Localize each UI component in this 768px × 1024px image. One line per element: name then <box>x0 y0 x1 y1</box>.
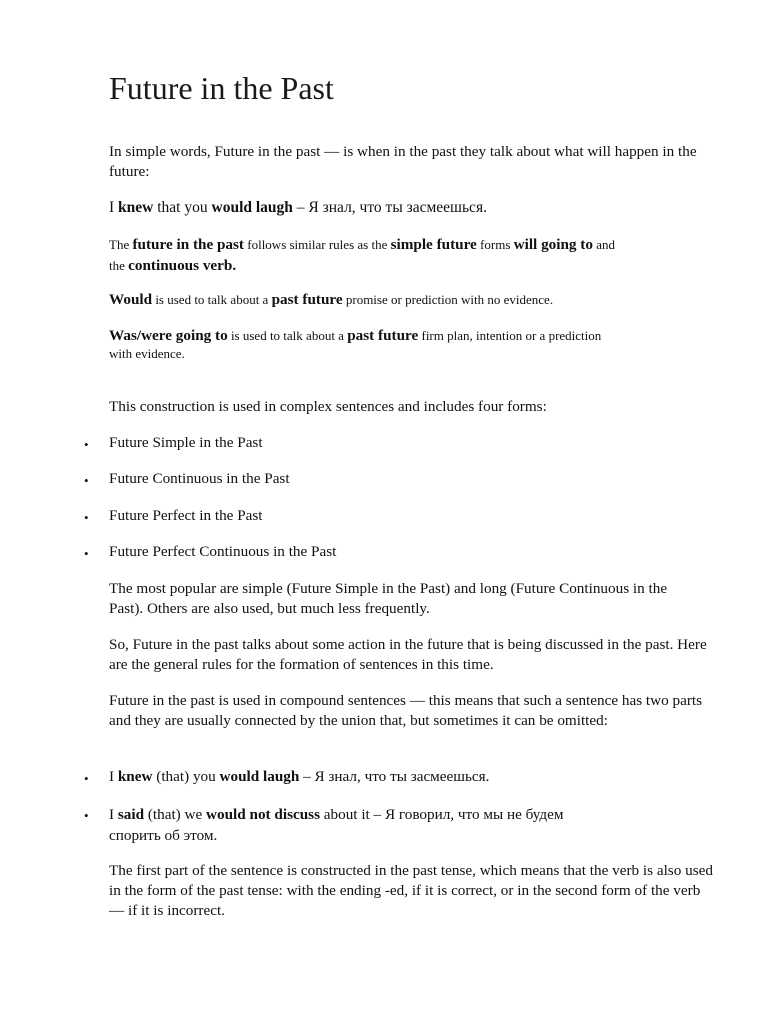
construction-paragraph: This construction is used in complex sentences and includes four forms: <box>109 398 547 415</box>
list-item-example: I knew (that) you would laugh – Я знал, что ты засмеешься. <box>109 768 490 785</box>
bullet-dot-icon: • <box>84 808 89 823</box>
would-paragraph: Would is used to talk about a past future promise or prediction with no evidence. <box>109 291 554 308</box>
first-part-paragraph: The first part of the sentence is constructed in the past tense, which means that the verb is also used in the form of the past tense: with the ending -ed, if it is correct, or in the second form of the verb — if it is incorrect. <box>109 862 713 919</box>
intro-paragraph: In simple words, Future in the past — is when in the past they talk about what will happen in the future: <box>109 143 697 180</box>
popular-paragraph: The most popular are simple (Future Simple in the Past) and long (Future Continuous in the Past). Others are also used, but much less frequently. <box>109 580 668 617</box>
bullet-dot-icon: • <box>84 510 89 525</box>
bullet-dot-icon: • <box>84 546 89 561</box>
list-item-example: I said (that) we would not discuss about it – Я говорил, что мы не будем спорить об этом. <box>109 806 564 844</box>
compound-paragraph: Future in the past is used in compound sentences — this means that such a sentence has two parts and they are usually connected by the union that, but sometimes it can be omitted: <box>109 692 703 729</box>
bullet-dot-icon: • <box>84 771 89 786</box>
bullet-dot-icon: • <box>84 473 89 488</box>
rules-paragraph: The future in the past follows similar rules as the simple future forms will going to and the continuous verb. <box>109 236 615 274</box>
list-item-form: Future Perfect in the Past <box>109 507 263 524</box>
page-title: Future in the Past <box>109 70 334 106</box>
so-paragraph: So, Future in the past talks about some action in the future that is being discussed in the past. Here are the general rules for the formation of sentences in this time. <box>109 636 707 673</box>
list-item-form: Future Simple in the Past <box>109 434 263 451</box>
bullet-dot-icon: • <box>84 437 89 452</box>
list-item-form: Future Perfect Continuous in the Past <box>109 543 337 560</box>
was-were-paragraph: Was/were going to is used to talk about a past future firm plan, intention or a prediction with evidence. <box>109 327 602 361</box>
example-sentence: I knew that you would laugh – Я знал, что ты засмеешься. <box>109 199 487 216</box>
list-item-form: Future Continuous in the Past <box>109 470 290 487</box>
